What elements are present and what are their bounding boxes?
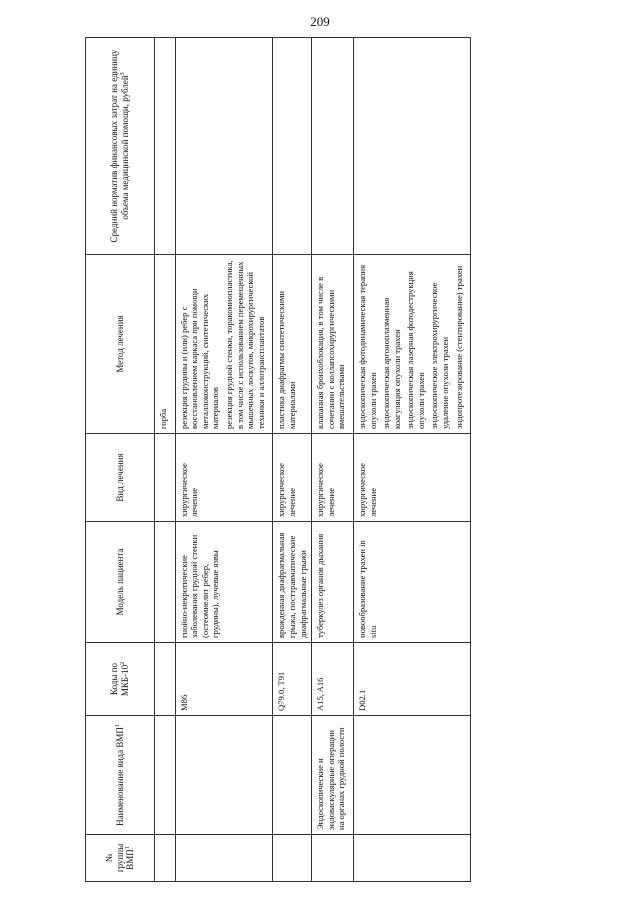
method-item: резекция грудной стенки, торакомиопластика, в том числе с использованием перемещенных мышечных лоскутов, микрохирургической техники и аллотрансплантатов (223, 260, 266, 429)
cell-methods (273, 255, 312, 434)
method-item: эндоскопическая фотодинамическая терапия опухоли трахеи (356, 264, 378, 429)
cell-type: хирургическое лечение (353, 434, 470, 522)
cell-type: хирургическое лечение (273, 434, 312, 522)
cell-type: хирургическое лечение (175, 434, 273, 522)
vmp-table (85, 37, 471, 882)
cell-cost (353, 38, 470, 255)
header-vmp-name: Наименование вида ВМП$^1$ (86, 716, 155, 835)
method-item: клапанная бронхоблокация, в том числе в сочетании с коллапсохирургическими вмешательствами (315, 276, 347, 429)
method-item: эндопротезирование (стентирование) трахеи (453, 265, 464, 429)
table-row (273, 38, 312, 882)
cell-name (353, 716, 470, 835)
cell-group (175, 835, 273, 882)
method-item: эндоскопическое электрохирургическое удаление опухоли трахеи (429, 282, 451, 429)
cell-name (175, 716, 273, 835)
cell-type (155, 434, 176, 522)
cell-name: Эндоскопические и эндоваскулярные операции на органах грудной полости (312, 716, 354, 835)
header-treatment-method: Метод лечения (86, 255, 155, 434)
header-cost-standard: Средний норматив финансовых затрат на единицу объема медицинской помощи, рублей$^3$ (86, 38, 155, 255)
cell-model: туберкулез органов дыхания (312, 522, 354, 643)
table-header-row (86, 38, 155, 882)
cell-group (353, 835, 470, 882)
header-treatment-type: Вид лечения (86, 434, 155, 522)
cell-model: новообразование трахеи in situ (353, 522, 470, 643)
cell-name (273, 716, 312, 835)
method-item: резекция грудины и (или) ребер с восстановлением каркаса при помощи металлоконструкций, синтетических материалов (178, 288, 221, 429)
table-row (175, 38, 273, 882)
cell-group (155, 835, 176, 882)
rotated-table-container (85, 37, 605, 882)
header-group-number: № группы ВМП$^1$ (86, 835, 155, 882)
cell-methods (175, 255, 273, 434)
cell-code: D02.1 (353, 643, 470, 716)
cell-code: A15, A16 (312, 643, 354, 716)
cell-code: M86 (175, 643, 273, 716)
cell-model: гнойно-некротические заболевания грудной стенки (остеомиелит ребер, грудины), лучевые язвы (175, 522, 273, 643)
table-row (353, 38, 470, 882)
cell-model: врожденная диафрагмальная грыжа, посттравматические диафрагмальные грыжи (273, 522, 312, 643)
cell-code: Q79.0, T91 (273, 643, 312, 716)
cell-methods (312, 255, 354, 434)
method-item: эндоскопическая лазерная фотодеструкция опухоли трахеи (405, 271, 426, 429)
cell-group (273, 835, 312, 882)
cell-name (155, 716, 176, 835)
header-patient-model: Модель пациента (86, 522, 155, 643)
method-item: эндоскопическая аргоноплазменная коагуляция опухоли трахеи (381, 297, 402, 429)
table-row (312, 38, 354, 882)
cell-cost (273, 38, 312, 255)
cell-methods (155, 255, 176, 434)
cell-cost (175, 38, 273, 255)
cell-methods (353, 255, 470, 434)
method-item: пластика диафрагмы синтетическими материалами (276, 290, 297, 429)
cell-code (155, 643, 176, 716)
cell-model (155, 522, 176, 643)
header-icd-codes: Коды по МКБ-$10^2$ (86, 643, 155, 716)
method-item: горба (158, 408, 168, 429)
cell-cost (155, 38, 176, 255)
page-number: 209 (310, 14, 330, 29)
cell-group (312, 835, 354, 882)
cell-type: хирургическое лечение (312, 434, 354, 522)
cell-cost (312, 38, 354, 255)
table-row (155, 38, 176, 882)
